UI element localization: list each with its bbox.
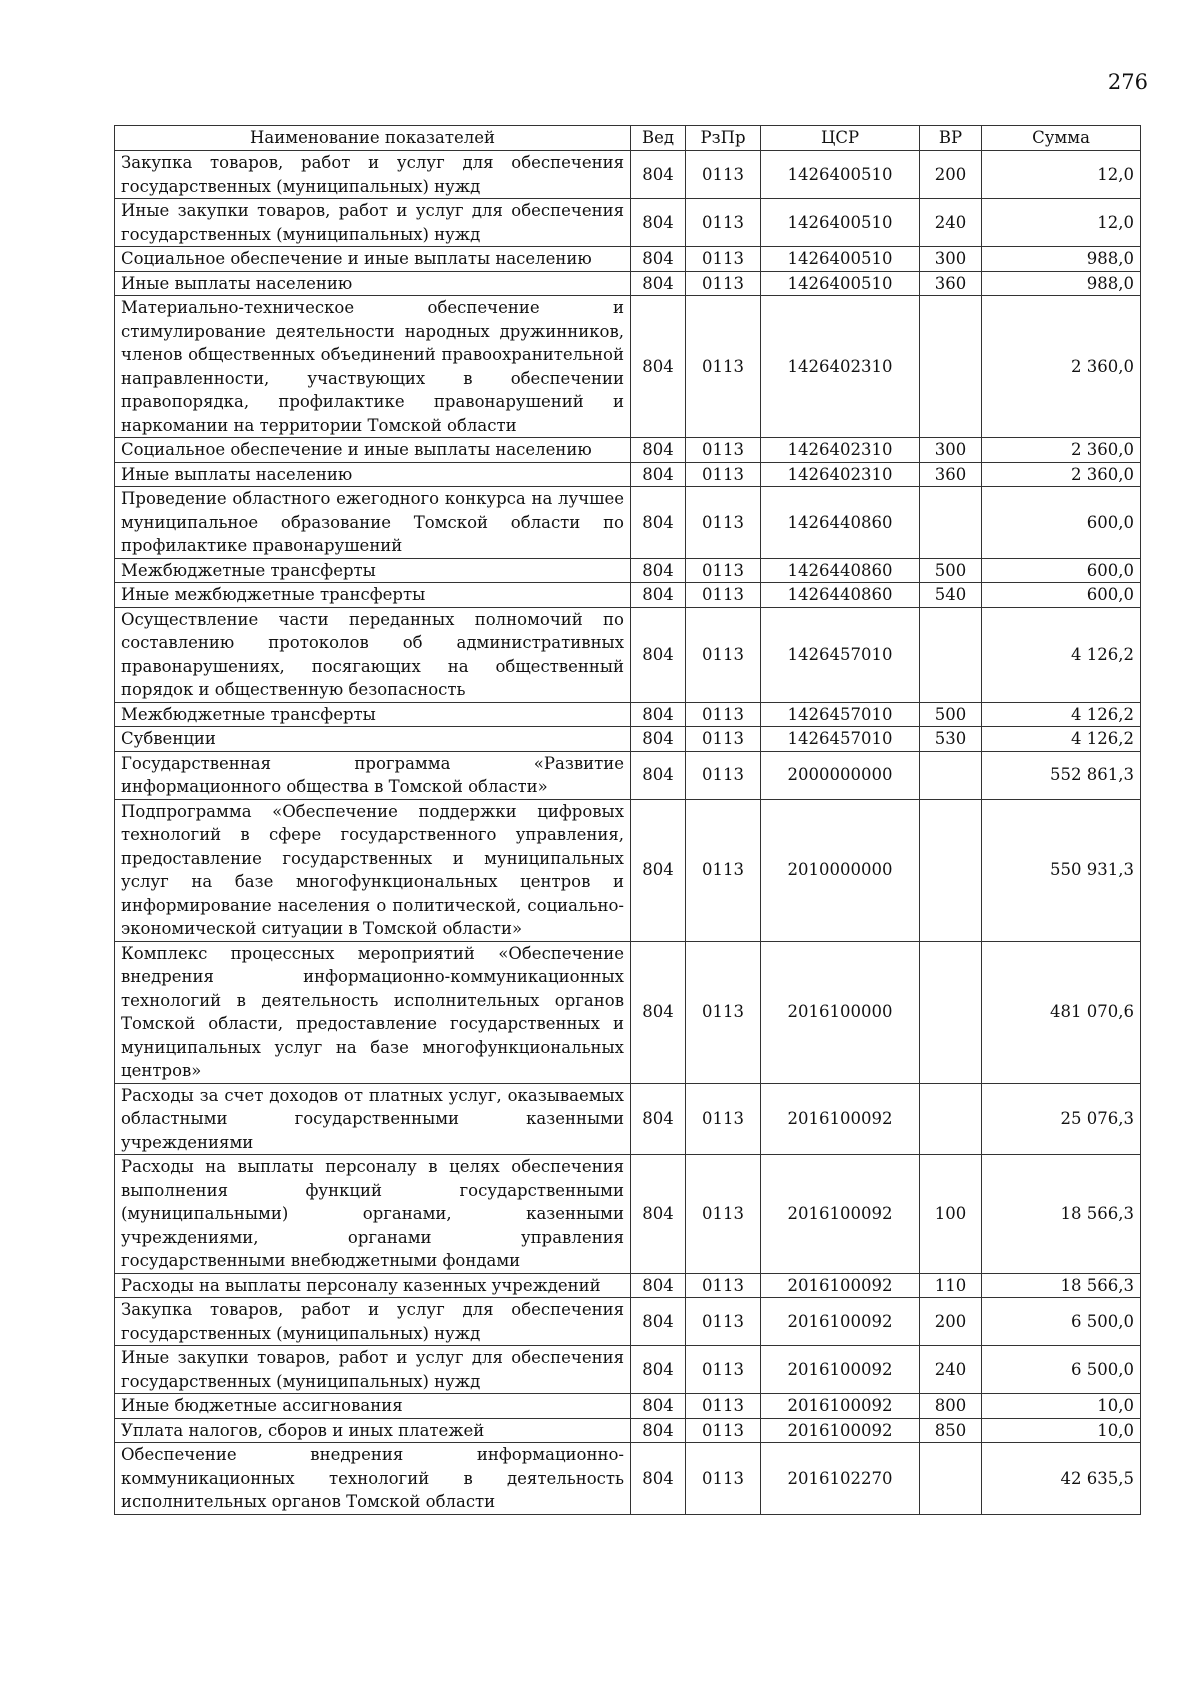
cell-sum: 12,0 [982, 199, 1141, 247]
cell-csr: 2016100092 [761, 1298, 920, 1346]
cell-sum: 4 126,2 [982, 727, 1141, 752]
cell-csr: 1426402310 [761, 438, 920, 463]
cell-vr: 800 [920, 1394, 982, 1419]
cell-ved: 804 [631, 247, 686, 272]
cell-sum: 600,0 [982, 583, 1141, 608]
cell-name: Осуществление части переданных полномочий по составлению протоколов об административных правонарушениях, посягающих на общественный порядок и общественную безопасность [115, 607, 631, 702]
cell-vr: 530 [920, 727, 982, 752]
cell-sum: 4 126,2 [982, 702, 1141, 727]
cell-csr: 1426457010 [761, 607, 920, 702]
cell-name: Социальное обеспечение и иные выплаты населению [115, 247, 631, 272]
cell-name: Иные межбюджетные трансферты [115, 583, 631, 608]
table-row [115, 271, 1141, 296]
table-row [115, 487, 1141, 559]
cell-rzpr: 0113 [686, 1083, 761, 1155]
cell-vr: 110 [920, 1273, 982, 1298]
cell-ved: 804 [631, 1394, 686, 1419]
header-vr: ВР [920, 126, 982, 151]
cell-name: Обеспечение внедрения информационно-коммуникационных технологий в деятельность исполнительных органов Томской области [115, 1443, 631, 1515]
cell-csr: 2016100092 [761, 1273, 920, 1298]
cell-name: Расходы на выплаты персоналу казенных учреждений [115, 1273, 631, 1298]
cell-ved: 804 [631, 1273, 686, 1298]
table-row [115, 438, 1141, 463]
cell-csr: 1426440860 [761, 487, 920, 559]
cell-ved: 804 [631, 1346, 686, 1394]
cell-rzpr: 0113 [686, 1394, 761, 1419]
cell-sum: 12,0 [982, 151, 1141, 199]
cell-vr [920, 1083, 982, 1155]
cell-rzpr: 0113 [686, 151, 761, 199]
table-row [115, 558, 1141, 583]
table-row [115, 462, 1141, 487]
cell-rzpr: 0113 [686, 583, 761, 608]
cell-csr: 1426400510 [761, 271, 920, 296]
header-name: Наименование показателей [115, 126, 631, 151]
table-row [115, 941, 1141, 1083]
table-row [115, 296, 1141, 438]
table-row [115, 1418, 1141, 1443]
cell-ved: 804 [631, 487, 686, 559]
cell-csr: 1426400510 [761, 199, 920, 247]
cell-vr: 240 [920, 1346, 982, 1394]
cell-csr: 2016100092 [761, 1346, 920, 1394]
table-row [115, 607, 1141, 702]
cell-vr: 300 [920, 247, 982, 272]
cell-csr: 2016100092 [761, 1083, 920, 1155]
cell-vr: 240 [920, 199, 982, 247]
table-row [115, 583, 1141, 608]
cell-ved: 804 [631, 751, 686, 799]
header-rzpr: РзПр [686, 126, 761, 151]
cell-sum: 2 360,0 [982, 438, 1141, 463]
table-row [115, 151, 1141, 199]
cell-name: Закупка товаров, работ и услуг для обеспечения государственных (муниципальных) нужд [115, 1298, 631, 1346]
cell-vr [920, 941, 982, 1083]
cell-csr: 1426440860 [761, 583, 920, 608]
cell-rzpr: 0113 [686, 462, 761, 487]
cell-sum: 600,0 [982, 487, 1141, 559]
cell-sum: 18 566,3 [982, 1155, 1141, 1274]
cell-sum: 42 635,5 [982, 1443, 1141, 1515]
cell-vr [920, 487, 982, 559]
cell-vr [920, 607, 982, 702]
cell-vr: 300 [920, 438, 982, 463]
cell-name: Комплекс процессных мероприятий «Обеспечение внедрения информационно-коммуникационных технологий в деятельность исполнительных органов Томской области, предоставление государственных и муниципальных услуг на базе многофункциональных центров» [115, 941, 631, 1083]
table-row [115, 1083, 1141, 1155]
cell-rzpr: 0113 [686, 1443, 761, 1515]
table-row [115, 1394, 1141, 1419]
cell-rzpr: 0113 [686, 1298, 761, 1346]
cell-name: Иные выплаты населению [115, 271, 631, 296]
cell-vr: 540 [920, 583, 982, 608]
cell-sum: 600,0 [982, 558, 1141, 583]
cell-rzpr: 0113 [686, 702, 761, 727]
cell-rzpr: 0113 [686, 199, 761, 247]
cell-csr: 2016100092 [761, 1394, 920, 1419]
cell-name: Иные бюджетные ассигнования [115, 1394, 631, 1419]
cell-rzpr: 0113 [686, 438, 761, 463]
cell-name: Государственная программа «Развитие информационного общества в Томской области» [115, 751, 631, 799]
cell-csr: 1426440860 [761, 558, 920, 583]
cell-sum: 550 931,3 [982, 799, 1141, 941]
table-row [115, 751, 1141, 799]
cell-name: Расходы за счет доходов от платных услуг, оказываемых областными государственными казенными учреждениями [115, 1083, 631, 1155]
table-row [115, 199, 1141, 247]
cell-sum: 10,0 [982, 1418, 1141, 1443]
cell-csr: 1426402310 [761, 462, 920, 487]
cell-vr [920, 751, 982, 799]
cell-csr: 2016100000 [761, 941, 920, 1083]
cell-rzpr: 0113 [686, 1346, 761, 1394]
cell-name: Иные выплаты населению [115, 462, 631, 487]
cell-ved: 804 [631, 462, 686, 487]
cell-csr: 2016100092 [761, 1418, 920, 1443]
cell-name: Субвенции [115, 727, 631, 752]
cell-ved: 804 [631, 151, 686, 199]
page-number: 276 [1107, 70, 1148, 94]
table-row [115, 799, 1141, 941]
cell-csr: 1426457010 [761, 702, 920, 727]
cell-vr [920, 1443, 982, 1515]
cell-rzpr: 0113 [686, 296, 761, 438]
cell-ved: 804 [631, 799, 686, 941]
cell-name: Иные закупки товаров, работ и услуг для обеспечения государственных (муниципальных) нужд [115, 199, 631, 247]
table-row [115, 1298, 1141, 1346]
cell-rzpr: 0113 [686, 247, 761, 272]
cell-name: Уплата налогов, сборов и иных платежей [115, 1418, 631, 1443]
cell-ved: 804 [631, 607, 686, 702]
cell-sum: 2 360,0 [982, 296, 1141, 438]
cell-sum: 6 500,0 [982, 1298, 1141, 1346]
cell-csr: 1426402310 [761, 296, 920, 438]
cell-sum: 552 861,3 [982, 751, 1141, 799]
header-ved: Вед [631, 126, 686, 151]
cell-ved: 804 [631, 727, 686, 752]
table-row [115, 1273, 1141, 1298]
cell-vr: 200 [920, 151, 982, 199]
cell-rzpr: 0113 [686, 607, 761, 702]
cell-ved: 804 [631, 1443, 686, 1515]
cell-name: Межбюджетные трансферты [115, 702, 631, 727]
cell-ved: 804 [631, 1083, 686, 1155]
cell-name: Межбюджетные трансферты [115, 558, 631, 583]
cell-rzpr: 0113 [686, 799, 761, 941]
cell-rzpr: 0113 [686, 751, 761, 799]
cell-csr: 1426400510 [761, 247, 920, 272]
cell-rzpr: 0113 [686, 271, 761, 296]
cell-vr: 200 [920, 1298, 982, 1346]
table-row [115, 247, 1141, 272]
cell-csr: 1426457010 [761, 727, 920, 752]
cell-ved: 804 [631, 271, 686, 296]
cell-sum: 18 566,3 [982, 1273, 1141, 1298]
cell-csr: 2016100092 [761, 1155, 920, 1274]
cell-rzpr: 0113 [686, 558, 761, 583]
cell-rzpr: 0113 [686, 1273, 761, 1298]
cell-ved: 804 [631, 941, 686, 1083]
cell-ved: 804 [631, 1298, 686, 1346]
cell-sum: 988,0 [982, 247, 1141, 272]
cell-name: Подпрограмма «Обеспечение поддержки цифровых технологий в сфере государственного управления, предоставление государственных и муниципальных услуг на базе многофункциональных центров и информирование населения о политической, социально-экономической ситуации в Томской области» [115, 799, 631, 941]
cell-rzpr: 0113 [686, 1155, 761, 1274]
cell-ved: 804 [631, 1418, 686, 1443]
cell-vr: 100 [920, 1155, 982, 1274]
cell-ved: 804 [631, 1155, 686, 1274]
cell-name: Материально-техническое обеспечение и стимулирование деятельности народных дружинников, членов общественных объединений правоохранительной направленности, участвующих в обеспечении правопорядка, профилактике правонарушений и наркомании на территории Томской области [115, 296, 631, 438]
cell-name: Социальное обеспечение и иные выплаты населению [115, 438, 631, 463]
table-row [115, 1155, 1141, 1274]
cell-name: Проведение областного ежегодного конкурса на лучшее муниципальное образование Томской области по профилактике правонарушений [115, 487, 631, 559]
table-body [115, 151, 1141, 1515]
cell-vr: 500 [920, 558, 982, 583]
table-row [115, 1443, 1141, 1515]
cell-vr: 360 [920, 462, 982, 487]
cell-ved: 804 [631, 558, 686, 583]
cell-sum: 481 070,6 [982, 941, 1141, 1083]
budget-table [114, 125, 1141, 1515]
header-csr: ЦСР [761, 126, 920, 151]
header-sum: Сумма [982, 126, 1141, 151]
cell-vr: 500 [920, 702, 982, 727]
cell-sum: 10,0 [982, 1394, 1141, 1419]
cell-csr: 2010000000 [761, 799, 920, 941]
cell-ved: 804 [631, 296, 686, 438]
cell-ved: 804 [631, 438, 686, 463]
cell-sum: 988,0 [982, 271, 1141, 296]
cell-rzpr: 0113 [686, 941, 761, 1083]
cell-ved: 804 [631, 199, 686, 247]
table-row [115, 727, 1141, 752]
table-row [115, 702, 1141, 727]
cell-rzpr: 0113 [686, 1418, 761, 1443]
cell-ved: 804 [631, 702, 686, 727]
cell-sum: 2 360,0 [982, 462, 1141, 487]
cell-csr: 2016102270 [761, 1443, 920, 1515]
cell-vr: 850 [920, 1418, 982, 1443]
cell-vr: 360 [920, 271, 982, 296]
cell-csr: 2000000000 [761, 751, 920, 799]
table-row [115, 1346, 1141, 1394]
cell-name: Расходы на выплаты персоналу в целях обеспечения выполнения функций государственными (муниципальными) органами, казенными учреждениями, органами управления государственными внебюджетными фондами [115, 1155, 631, 1274]
table-header-row [115, 126, 1141, 151]
cell-rzpr: 0113 [686, 727, 761, 752]
cell-name: Иные закупки товаров, работ и услуг для обеспечения государственных (муниципальных) нужд [115, 1346, 631, 1394]
cell-ved: 804 [631, 583, 686, 608]
cell-sum: 25 076,3 [982, 1083, 1141, 1155]
cell-vr [920, 799, 982, 941]
cell-csr: 1426400510 [761, 151, 920, 199]
cell-name: Закупка товаров, работ и услуг для обеспечения государственных (муниципальных) нужд [115, 151, 631, 199]
cell-sum: 6 500,0 [982, 1346, 1141, 1394]
cell-vr [920, 296, 982, 438]
cell-sum: 4 126,2 [982, 607, 1141, 702]
cell-rzpr: 0113 [686, 487, 761, 559]
